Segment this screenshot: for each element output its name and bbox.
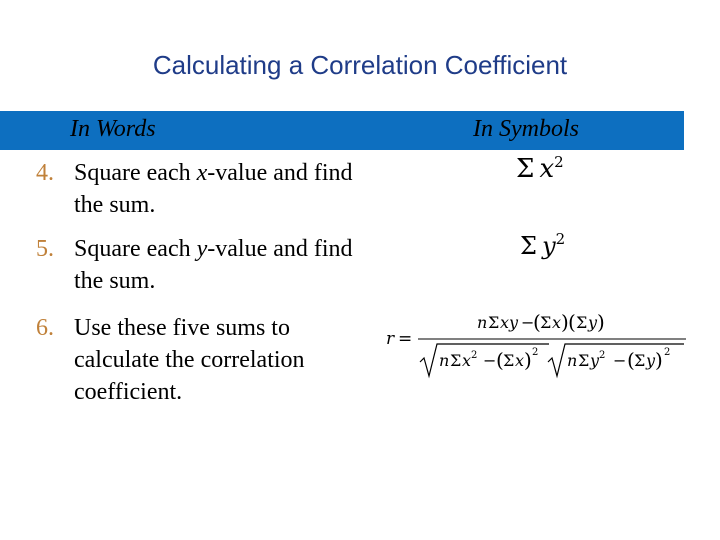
svg-text:x: x	[515, 351, 525, 370]
svg-text:xy: xy	[500, 313, 519, 332]
svg-text:x: x	[552, 313, 562, 332]
svg-text:−: −	[483, 351, 497, 370]
svg-text:): )	[597, 310, 605, 334]
svg-text:Σ: Σ	[450, 351, 462, 370]
step-text: Square each y-value and find the sum.	[74, 236, 353, 294]
step-6	[36, 312, 356, 408]
svg-text:y: y	[590, 351, 600, 370]
svg-text:Σ: Σ	[540, 313, 552, 332]
page-title: Calculating a Correlation Coefficient	[152, 50, 568, 80]
svg-text:2: 2	[599, 350, 606, 361]
step-text: Use these five sums to calculate the correlation coefficient.	[74, 315, 305, 405]
svg-text:Σ: Σ	[503, 351, 515, 370]
svg-text:2: 2	[471, 350, 478, 361]
svg-text:n: n	[477, 313, 488, 332]
formula-r: r	[386, 329, 395, 349]
svg-text:Σ: Σ	[576, 313, 588, 332]
svg-text:(: (	[568, 310, 576, 334]
svg-text:): )	[524, 348, 532, 372]
svg-text:y: y	[588, 313, 598, 332]
svg-text:(: (	[627, 348, 635, 372]
header-in-words: In Words	[70, 116, 156, 142]
svg-text:): )	[561, 310, 569, 334]
step-4	[36, 157, 356, 221]
sum-y-squared-symbol: Σ $y^2$	[520, 229, 566, 260]
step-5	[36, 233, 356, 297]
svg-text:): )	[655, 348, 663, 372]
step-number: 4.	[36, 160, 54, 186]
svg-text:−: −	[521, 313, 535, 332]
sum-x-squared-symbol: Σ $x^2$	[516, 152, 564, 184]
svg-text:Σ: Σ	[578, 351, 590, 370]
header-in-symbols: In Symbols	[473, 116, 579, 142]
svg-text:(: (	[533, 310, 541, 334]
svg-text:n: n	[567, 351, 578, 370]
svg-text:−: −	[613, 351, 627, 370]
correlation-formula	[384, 304, 694, 384]
svg-text:2: 2	[664, 347, 671, 358]
svg-text:2: 2	[532, 347, 539, 358]
svg-text:y: y	[646, 351, 656, 370]
step-number: 6.	[36, 315, 54, 341]
svg-text:Σ: Σ	[634, 351, 646, 370]
step-number: 5.	[36, 236, 54, 262]
svg-text:Σ: Σ	[488, 313, 500, 332]
svg-text:(: (	[496, 348, 504, 372]
svg-text:n: n	[439, 351, 450, 370]
svg-text:x: x	[462, 351, 472, 370]
formula-equals: =	[398, 329, 413, 349]
step-text: Square each x-value and find the sum.	[74, 160, 353, 218]
